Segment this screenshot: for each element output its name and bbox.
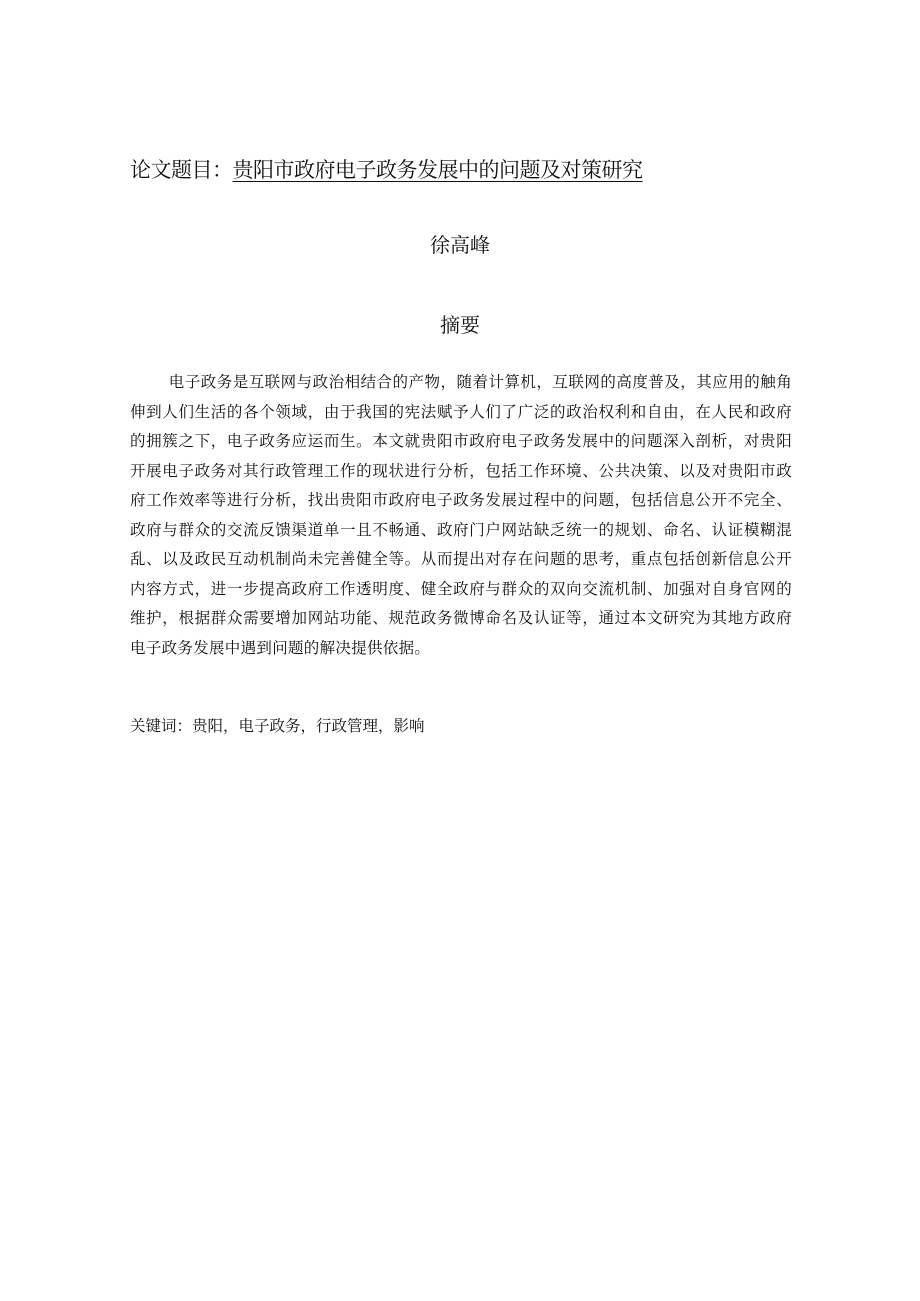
keywords-label: 关键词： bbox=[130, 717, 193, 735]
abstract-body: 电子政务是互联网与政治相结合的产物，随着计算机，互联网的高度普及，其应用的触角伸到人们生活的各个领域，由于我国的宪法赋予人们了广泛的政治权利和自由，在人民和政府的拥簇之下，电子政务应运而生。本文就贵阳市政府电子政务发展中的问题深入剖析，对贵阳开展电子政务对其行政管理工作的现状进行分析，包括工作环境、公共决策、以及对贵阳市政府工作效率等进行分析，找出贵阳市政府电子政务发展过程中的问题，包括信息公开不完全、政府与群众的交流反馈渠道单一且不畅通、政府门户网站缺乏统一的规划、命名、认证模糊混乱、以及政民互动机制尚未完善健全等。从而提出对存在问题的思考，重点包括创新信息公开内容方式，进一步提高政府工作透明度、健全政府与群众的双向交流机制、加强对自身官网的维护，根据群众需要增加网站功能、规范政务微博命名及认证等，通过本文研究为其地方政府电子政务发展中遇到问题的解决提供依据。 bbox=[130, 373, 792, 657]
author-name: 徐高峰 bbox=[430, 233, 490, 257]
thesis-title-line bbox=[130, 155, 790, 185]
abstract-heading: 摘要 bbox=[440, 313, 480, 337]
keywords-text: 贵阳，电子政务，行政管理，影响 bbox=[192, 717, 425, 735]
keywords-line bbox=[130, 712, 792, 741]
thesis-title-label: 论文题目： bbox=[130, 158, 233, 182]
thesis-title-text: 贵阳市政府电子政务发展中的问题及对策研究 bbox=[232, 158, 643, 182]
